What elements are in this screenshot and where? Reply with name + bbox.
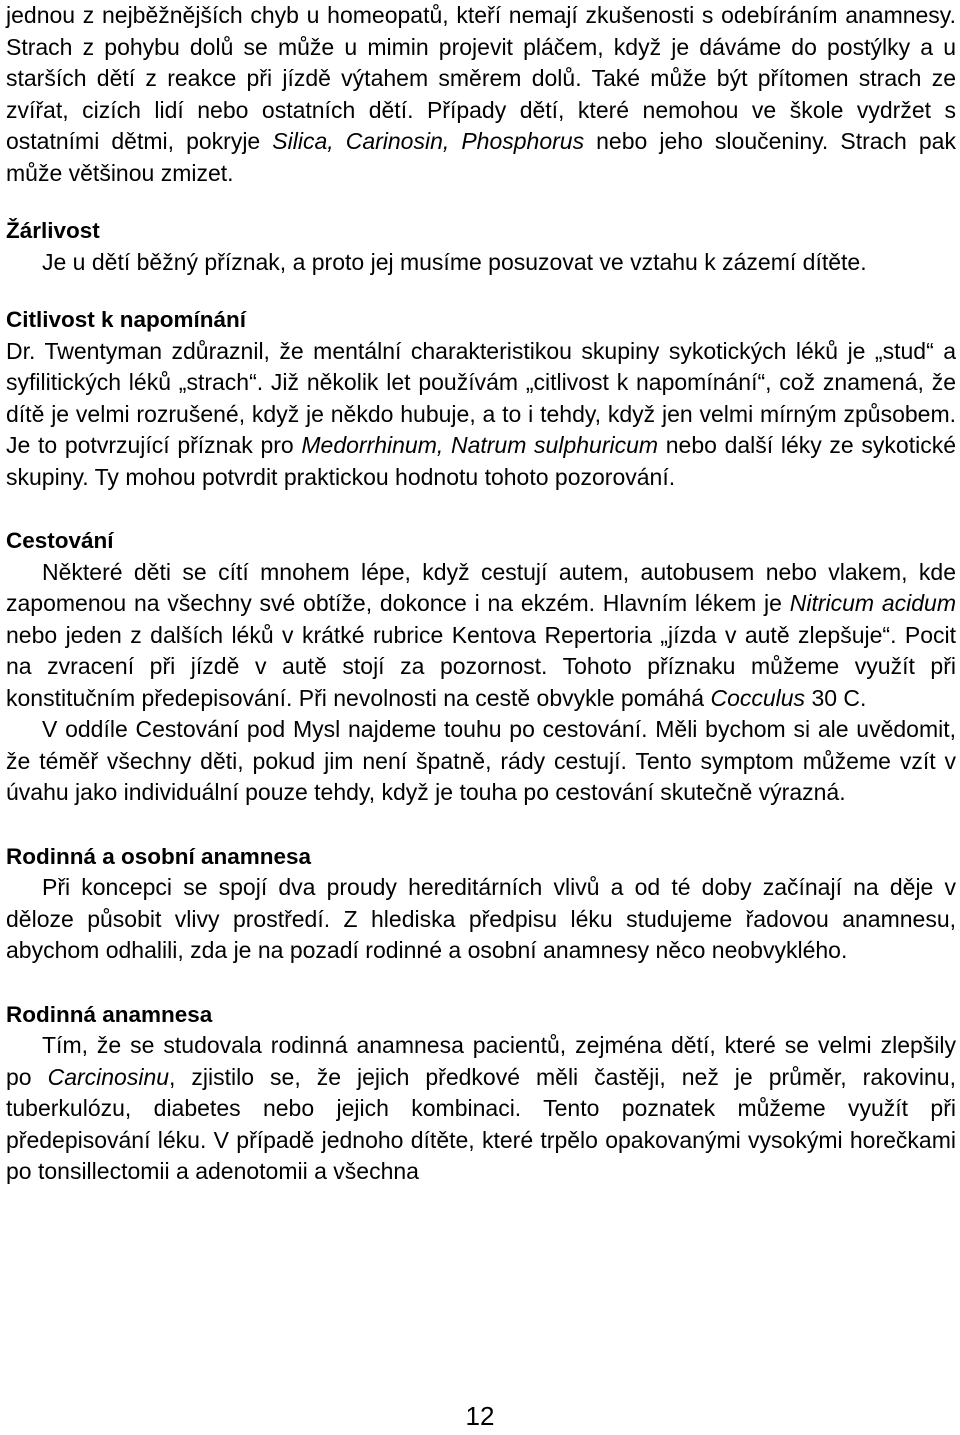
heading-rodinna-osobni: Rodinná a osobní anamnesa <box>6 843 312 869</box>
remedy-name: Carcinosinu <box>47 1063 170 1090</box>
remedy-name: Cocculus <box>710 684 806 711</box>
heading-rodinna: Rodinná anamnesa <box>6 1001 213 1027</box>
remedy-name: Nitricum acidum <box>789 590 956 616</box>
remedy-names: Silica, Carinosin, Phosphorus <box>272 128 585 154</box>
paragraph-citlivost: Dr. Twentyman zdůraznil, že mentální charakteristikou skupiny sykotických léků je „stud“ a syfilitických léků „strach“. Již několik let používám „citlivost k napomínání“, což znamená, že dítě je velmi rozrušené, když je někdo hubuje, a to i tehdy, když jen velmi mírným způsobem. Je to potvrzující příznak pro Medorrhinum, Natrum sulphuricum nebo další léky ze sykotické skupiny. Ty mohou potvrdit praktickou hodnotu tohoto pozorování. <box>6 337 956 490</box>
document-page <box>6 0 956 1188</box>
paragraph-zarlivost: Je u dětí běžný příznak, a proto jej musíme posuzovat ve vztahu k zázemí dítěte. <box>42 248 867 275</box>
heading-zarlivost: Žárlivost <box>6 218 100 243</box>
heading-cestovani: Cestování <box>6 528 114 553</box>
paragraph-strach: jednou z nejběžnějších chyb u homeopatů, kteří nemají zkušenosti s odebíráním anamnesy. Strach z pohybu dolů se může u mimin projevit pláčem, když je dáváme do postýlky a u starších dětí z reakce při jízdě výtahem směrem dolů. Také může být přítomen strach ze zvířat, cizích lidí nebo ostatních dětí. Případy dětí, které nemohou ve škole vydržet s ostatními dětmi, pokryje Silica, Carinosin, Phosphorus nebo jeho sloučeniny. Strach pak může většinou zmizet. <box>6 2 956 186</box>
paragraph-rodinna-osobni: Při koncepci se spojí dva proudy hereditárních vlivů a od té doby začínají na děje v děloze působit vlivy prostředí. Z hlediska předpisu léku studujeme řadovou anamnesu, abychom odhalili, zda je na pozadí rodinné a osobní anamnesy něco neobvyklého. <box>6 874 956 963</box>
paragraph-rodinna: Tím, že se studovala rodinná anamnesa pacientů, zejména dětí, které se velmi zlepšily po Carcinosinu, zjistilo se, že jejich předkové měli častěji, než je průměr, rakovinu, tuberkulózu, diabetes nebo jejich kombinaci. Tento poznatek můžeme využít při předepisování léku. V případě jednoho dítěte, které trpělo opakovanými vysokými horečkami po tonsillectomii a adenotomii a všechna <box>6 1032 956 1184</box>
heading-citlivost: Citlivost k napomínání <box>6 307 247 332</box>
remedy-names: Medorrhinum, Natrum sulphuricum <box>301 432 659 458</box>
page-number: 12 <box>465 1401 495 1431</box>
paragraph-cestovani-1: Některé děti se cítí mnohem lépe, když cestují autem, autobusem nebo vlakem, kde zapomenou na všechny své obtíže, dokonce i na ekzém. Hlavním lékem je Nitricum acidum nebo jeden z dalších léků v krátké rubrice Kentova Repertoria „jízda v autě zlepšuje“. Pocit na zvracení při jízdě v autě stojí za pozornost. Tohoto příznaku můžeme využít při konstitučním předepisování. Při nevolnosti na cestě obvykle pomáhá Cocculus 30 C. <box>6 558 956 711</box>
paragraph-cestovani-2: V oddíle Cestování pod Mysl najdeme touhu po cestování. Měli bychom si ale uvědomit, že téměř všechny děti, pokud jim není špatně, rády cestují. Tento symptom můžeme vzít v úvahu jako individuální pouze tehdy, když je touha po cestování skutečně výrazná. <box>6 716 956 805</box>
